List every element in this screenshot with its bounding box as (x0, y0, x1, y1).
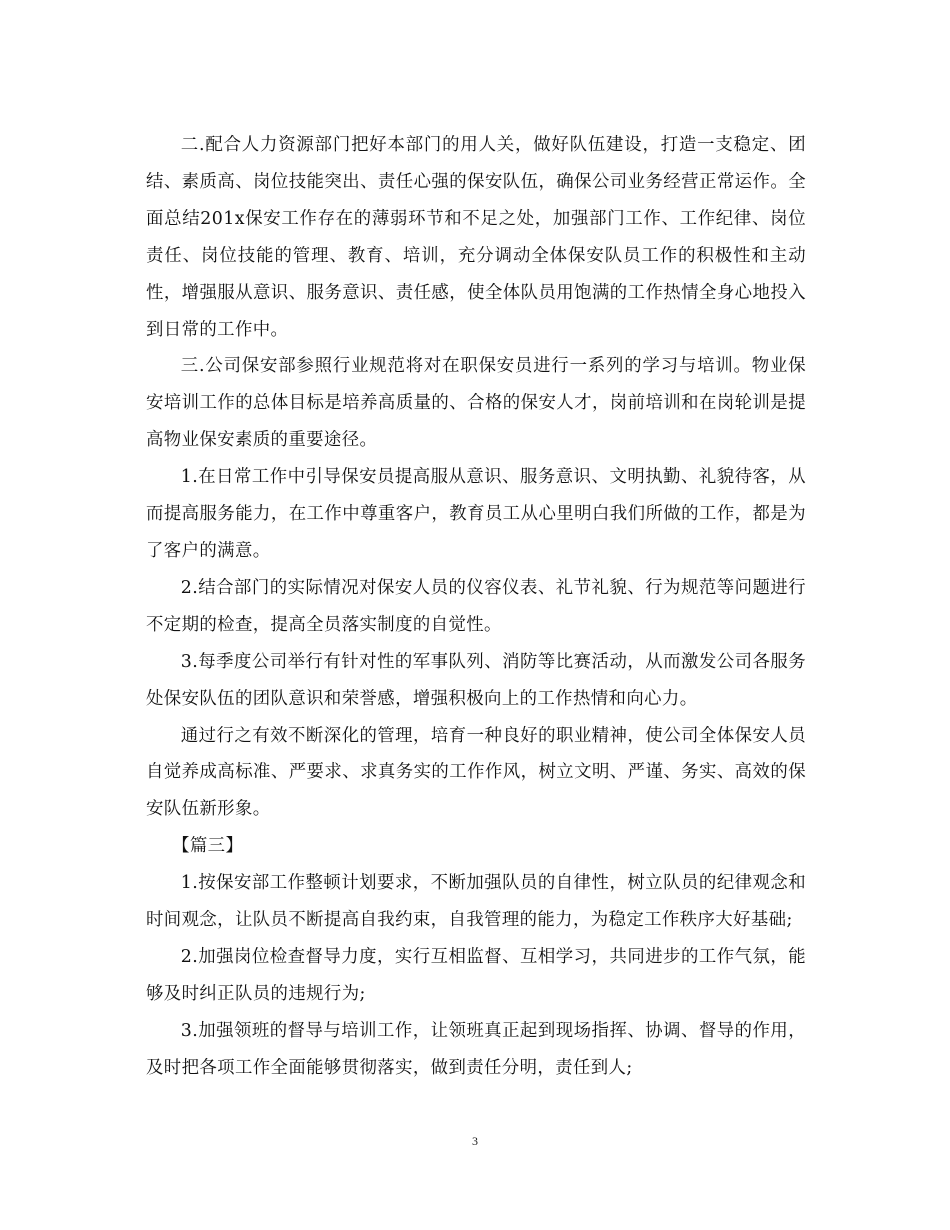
paragraph-section-three: 三.公司保安部参照行业规范将对在职保安员进行一系列的学习与培训。物业保安培训工作的总体目标是培养高质量的、合格的保安人才，岗前培训和在岗轮训是提高物业保安素质的重要途径。 (146, 356, 806, 451)
section-paragraph-2: 2.加强岗位检查督导力度，实行互相监督、互相学习，共同进步的工作气氛，能够及时纠正队员的违规行为; (146, 946, 806, 1004)
paragraph-section-two: 二.配合人力资源部门把好本部门的用人关，做好队伍建设，打造一支稳定、团结、素质高、岗位技能突出、责任心强的保安队伍，确保公司业务经营正常运作。全面总结201x保安工作存在的薄弱环节和不足之处，加强部门工作、工作纪律、岗位责任、岗位技能的管理、教育、培训，充分调动全体保安队员工作的积极性和主动性，增强服从意识、服务意识、责任感，使全体队员用饱满的工作热情全身心地投入到日常的工作中。 (146, 135, 806, 340)
paragraph-item-2: 2.结合部门的实际情况对保安人员的仪容仪表、礼节礼貌、行为规范等问题进行不定期的检查，提高全员落实制度的自觉性。 (146, 577, 806, 635)
page-number: 3 (472, 1134, 478, 1148)
section-heading: 【篇三】 (172, 836, 244, 857)
section-paragraph-3: 3.加强领班的督导与培训工作，让领班真正起到现场指挥、协调、督导的作用，及时把各项工作全面能够贯彻落实，做到责任分明，责任到人; (146, 1020, 806, 1078)
paragraph-item-3: 3.每季度公司举行有针对性的军事队列、消防等比赛活动，从而激发公司各服务处保安队伍的团队意识和荣誉感，增强积极向上的工作热情和向心力。 (146, 651, 806, 709)
document-body (146, 127, 806, 1087)
paragraph-item-1: 1.在日常工作中引导保安员提高服从意识、服务意识、文明执勤、礼貌待客，从而提高服务能力，在工作中尊重客户，教育员工从心里明白我们所做的工作，都是为了客户的满意。 (146, 467, 806, 561)
section-paragraph-1: 1.按保安部工作整顿计划要求，不断加强队员的自律性，树立队员的纪律观念和时间观念，让队员不断提高自我约束，自我管理的能力，为稳定工作秩序大好基础; (146, 873, 806, 931)
paragraph-summary: 通过行之有效不断深化的管理，培育一种良好的职业精神，使公司全体保安人员自觉养成高标准、严要求、求真务实的工作作风，树立文明、严谨、务实、高效的保安队伍新形象。 (146, 725, 806, 820)
